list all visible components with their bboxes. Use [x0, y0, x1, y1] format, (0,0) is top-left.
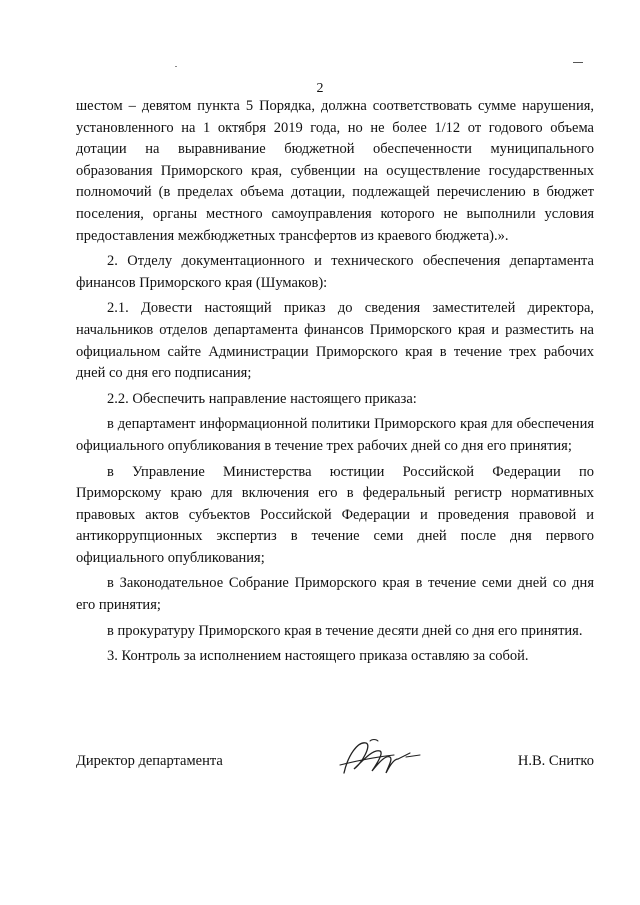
signatory-title: Директор департамента: [76, 753, 223, 769]
document-body: [76, 96, 594, 668]
paragraph-recipient-assembly: в Законодательное Собрание Приморского края в течение семи дней со дня его принятия;: [76, 575, 594, 614]
paragraph-continuation: шестом – девятом пункта 5 Порядка, должна соответствовать сумме нарушения, установленного на 1 октября 2019 года, но не более 1/12 от годового объема дотации на выравнивание бюджетной обеспеченности муниципального образования Приморского края, субвенции на осуществление государственных полномочий (в пределах объема дотации, подлежащей перечислению в бюджет поселения, органы местного самоуправления которого не выполнили условия предоставления межбюджетных трансфертов из краевого бюджета).».: [76, 98, 594, 244]
signatory-name: Н.В. Снитко: [517, 753, 594, 769]
paragraph-item-3: 3. Контроль за исполнением настоящего приказа оставляю за собой.: [107, 648, 529, 665]
scan-artifact: [573, 62, 583, 63]
paragraph-recipient-justice: в Управление Министерства юстиции Российской Федерации по Приморскому краю для включения его в федеральный регистр нормативных правовых актов субъектов Российской Федерации и проведения правовой и антикоррупционных экспертиз в течение семи дней после дня первого официального опубликования;: [76, 463, 594, 566]
paragraph-item-2-1: 2.1. Довести настоящий приказ до сведения заместителей директора, начальников отделов департамента финансов Приморского края и разместить на официальном сайте Администрации Приморского края в течение трех рабочих дней со дня его подписания;: [76, 300, 594, 382]
page-number: 2: [316, 81, 324, 96]
paragraph-item-2-2: 2.2. Обеспечить направление настоящего приказа:: [107, 390, 417, 407]
paragraph-recipient-info-policy: в департамент информационной политики Приморского края для обеспечения официального опубликования в течение трех рабочих дней со дня его принятия;: [76, 416, 594, 454]
handwritten-signature-icon: [336, 735, 426, 781]
signature-block: [76, 743, 594, 793]
paragraph-item-2: 2. Отделу документационного и технического обеспечения департамента финансов Приморского края (Шумаков):: [76, 253, 594, 291]
paragraph-recipient-prosecutor: в прокуратуру Приморского края в течение десяти дней со дня его принятия.: [107, 622, 583, 639]
scan-artifact: [175, 66, 177, 67]
